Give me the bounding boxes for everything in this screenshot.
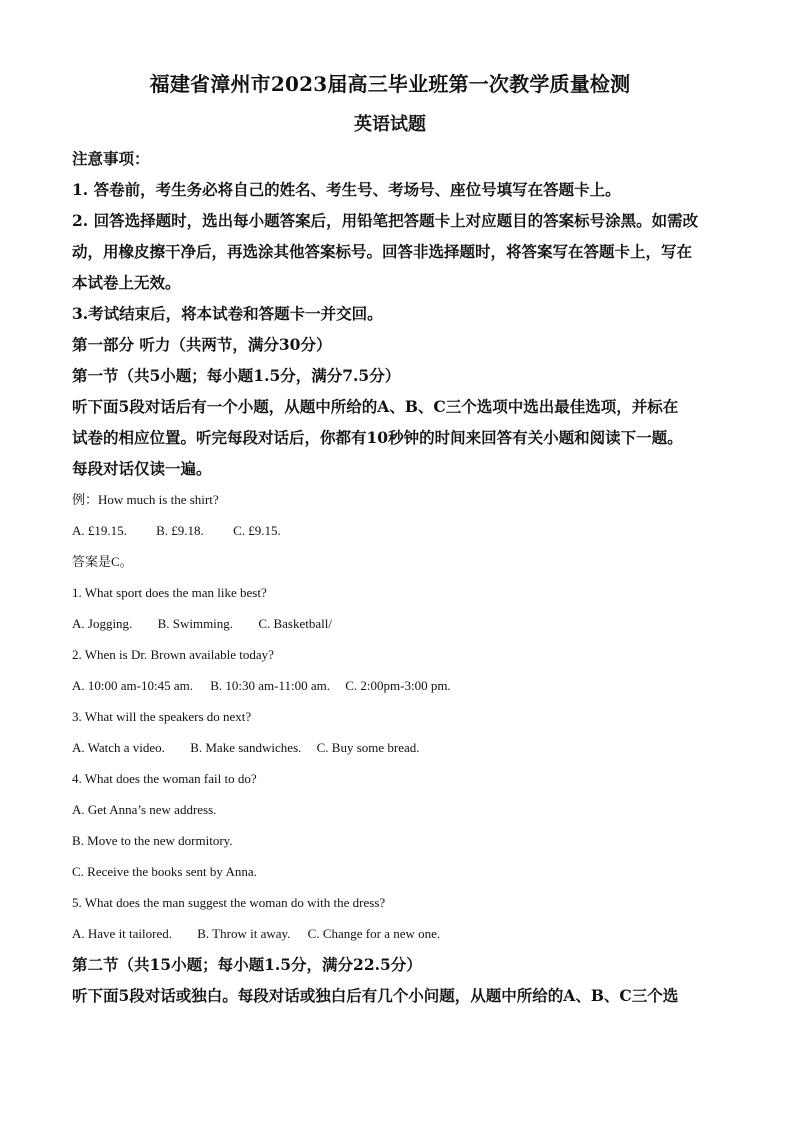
question-2-option-b: B. 10:30 am-11:00 am. [210, 678, 330, 693]
question-1-options [72, 608, 708, 639]
notice-item-2-line-2: 动，用橡皮擦干净后，再选涂其他答案标号。回答非选择题时，将答案写在答题卡上，写在 [72, 242, 693, 261]
question-2: 2. When is Dr. Brown available today? [72, 647, 274, 662]
question-3-options [72, 732, 708, 763]
question-1-option-b: B. Swimming. [157, 616, 234, 631]
question-1: 1. What sport does the man like best? [72, 585, 267, 600]
question-3: 3. What will the speakers do next? [72, 709, 252, 724]
section-1-instruction-line-2: 试卷的相应位置。听完每段对话后，你都有10秒钟的时间来回答有关小题和阅读下一题。 [72, 428, 683, 447]
question-4-option-a: A. Get Anna’s new address. [72, 802, 217, 817]
question-5-options [72, 918, 708, 949]
example-option-b: B. £9.18. [156, 523, 204, 538]
example-option-c: C. £9.15. [233, 523, 281, 538]
part-1-heading: 第一部分 听力（共两节，满分30分） [72, 335, 332, 354]
section-1-heading: 第一节（共5小题；每小题1.5分，满分7.5分） [72, 366, 401, 385]
exam-title: 福建省漳州市2023届高三毕业班第一次教学质量检测 [149, 72, 631, 96]
example-options [72, 515, 708, 546]
example-answer: 答案是C。 [72, 554, 133, 569]
question-5-option-a: A. Have it tailored. [72, 926, 172, 941]
notice-item-3: 3.考试结束后，将本试卷和答题卡一并交回。 [72, 304, 383, 323]
question-4-option-c: C. Receive the books sent by Anna. [72, 864, 257, 879]
section-2-instruction-line-1: 听下面5段对话或独白。每段对话或独白后有几个小问题，从题中所给的A、B、C三个选 [72, 986, 679, 1005]
section-1-instruction-line-1: 听下面5段对话后有一个小题，从题中所给的A、B、C三个选项中选出最佳选项，并标在 [72, 397, 679, 416]
question-5: 5. What does the man suggest the woman do with the dress? [72, 895, 386, 910]
question-1-option-a: A. Jogging. [72, 616, 133, 631]
question-5-option-c: C. Change for a new one. [307, 926, 441, 941]
question-2-option-c: C. 2:00pm-3:00 pm. [345, 678, 451, 693]
question-2-options [72, 670, 708, 701]
question-3-option-c: C. Buy some bread. [316, 740, 420, 755]
question-3-option-b: B. Make sandwiches. [190, 740, 302, 755]
notice-item-2-line-1: 2. 回答选择题时，选出每小题答案后，用铅笔把答题卡上对应题目的答案标号涂黑。如需改 [72, 211, 699, 230]
example-question: 例：How much is the shirt? [72, 492, 219, 507]
notice-item-2-line-3: 本试卷上无效。 [72, 273, 181, 292]
question-3-option-a: A. Watch a video. [72, 740, 165, 755]
question-2-option-a: A. 10:00 am-10:45 am. [72, 678, 193, 693]
section-2-heading: 第二节（共15小题；每小题1.5分，满分22.5分） [72, 955, 422, 974]
section-1-instruction-line-3: 每段对话仅读一遍。 [72, 459, 212, 478]
exam-subtitle: 英语试题 [354, 114, 426, 135]
notice-item-1: 1. 答卷前，考生务必将自己的姓名、考生号、考场号、座位号填写在答题卡上。 [72, 180, 621, 199]
notice-heading: 注意事项： [72, 149, 150, 168]
question-1-option-c: C. Basketball/ [258, 616, 332, 631]
example-option-a: A. £19.15. [72, 523, 127, 538]
question-4-option-b: B. Move to the new dormitory. [72, 833, 233, 848]
question-4: 4. What does the woman fail to do? [72, 771, 257, 786]
question-5-option-b: B. Throw it away. [197, 926, 291, 941]
